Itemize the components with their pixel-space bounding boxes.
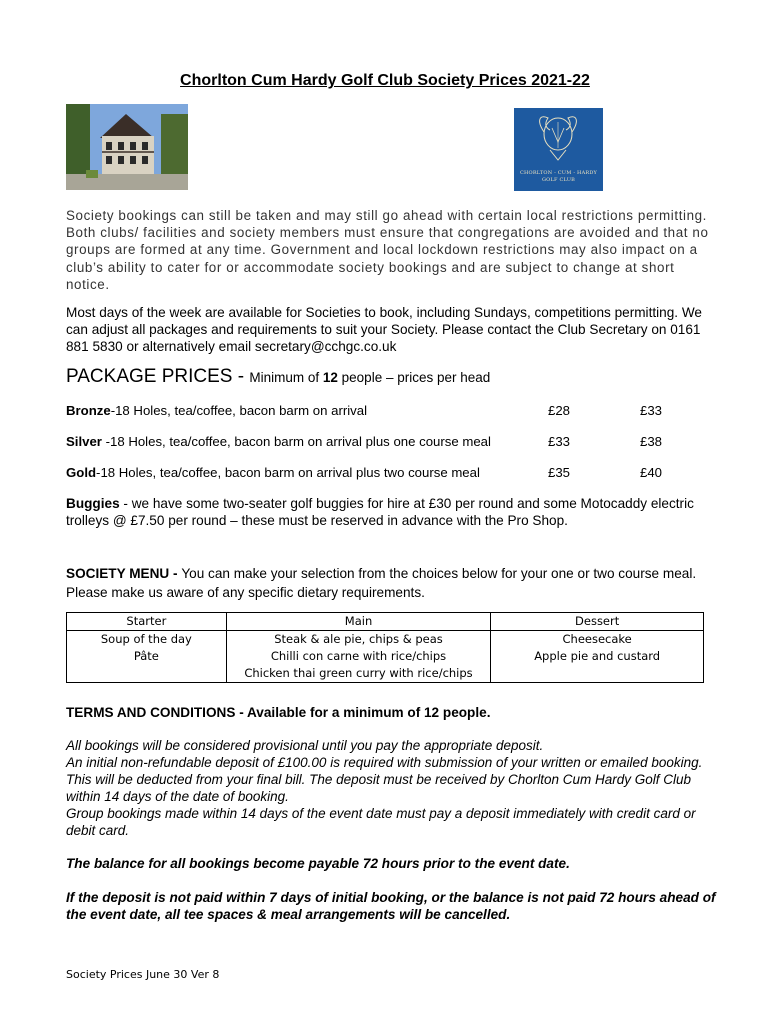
menu-cell (67, 665, 227, 683)
package-desc: -18 Holes, tea/coffee, bacon barm on arrival plus two course meal (96, 465, 480, 480)
society-menu-table (66, 612, 704, 683)
buggies-text: - we have some two-seater golf buggies for hire at £30 per round and some Motocaddy electric trolleys @ £7.50 per round – these must be reserved in advance with the Pro Shop. (66, 496, 694, 528)
menu-cell: Chicken thai green curry with rice/chips (226, 665, 491, 683)
package-desc: -18 Holes, tea/coffee, bacon barm on arrival plus one course meal (101, 434, 491, 449)
menu-cell: Steak & ale pie, chips & peas (226, 631, 491, 649)
package-row-silver (66, 434, 706, 449)
cancellation-notice: If the deposit is not paid within 7 days of initial booking, or the balance is not paid 72 hours ahead of the event date, all tee spaces & meal arrangements will be cancelled. (66, 890, 716, 922)
balance-notice: The balance for all bookings become payable 72 hours prior to the event date. (66, 856, 570, 871)
package-name: Bronze (66, 403, 111, 418)
logo-text-subtitle: GOLF CLUB (541, 177, 576, 183)
clubhouse-photo-drawing (66, 104, 188, 190)
menu-header-dessert: Dessert (491, 613, 704, 631)
terms-heading: TERMS AND CONDITIONS - Available for a minimum of 12 people. (66, 705, 491, 720)
society-menu-text: You can make your selection from the choices below for your one or two course meal. Please make us aware of any specific dietary requirements. (66, 566, 697, 600)
package-prices-sub-before: Minimum of (249, 370, 323, 385)
page-footer: Society Prices June 30 Ver 8 (66, 968, 220, 981)
menu-cell: Chilli con carne with rice/chips (226, 648, 491, 665)
terms-line: All bookings will be considered provisional until you pay the appropriate deposit. (66, 738, 544, 753)
buggies-paragraph (66, 496, 716, 530)
logo-text-name: CHORLTON - CUM - HARDY (519, 170, 598, 176)
menu-cell: Soup of the day (67, 631, 227, 649)
package-name: Silver (66, 434, 102, 449)
menu-row (67, 631, 704, 649)
menu-cell: Cheesecake (491, 631, 704, 649)
terms-body (66, 738, 726, 839)
menu-cell: Pâte (67, 648, 227, 665)
package-price-1: £35 (548, 465, 571, 480)
menu-header-row (67, 613, 704, 631)
terms-line: An initial non-refundable deposit of £100.00 is required with submission of your written or emailed booking. This will be deducted from your final bill. The deposit must be received by Chorlton Cum Hardy Golf Club within 14 days of the date of booking. (66, 754, 703, 804)
menu-row (67, 665, 704, 683)
club-crest-icon (514, 108, 603, 168)
package-min-people: 12 (322, 370, 338, 385)
package-price-1: £28 (548, 403, 571, 418)
package-price-2: £38 (640, 434, 663, 449)
package-row-bronze (66, 403, 706, 418)
menu-header-main: Main (226, 613, 491, 631)
restrictions-paragraph: Society bookings can still be taken and may still go ahead with certain local restrictions permitting. Both clubs/ facilities and society members must ensure that congregations are avoided and that no groups are formed at any time. Government and local lockdown restrictions may also impact on a club’s ability to cater for or accommodate society bookings and are subject to change at short notice. (66, 208, 709, 292)
package-price-1: £33 (548, 434, 571, 449)
buggies-label: Buggies (66, 496, 120, 511)
package-name: Gold (66, 465, 97, 480)
clubhouse-photo (66, 104, 188, 190)
package-prices-heading (66, 366, 746, 388)
page-title: Chorlton Cum Hardy Golf Club Society Prices 2021-22 (180, 72, 590, 89)
package-prices-sub-after: people – prices per head (337, 370, 491, 385)
menu-cell (491, 665, 704, 683)
package-price-2: £40 (640, 465, 663, 480)
availability-paragraph: Most days of the week are available for Societies to book, including Sundays, competitions permitting. We can adjust all packages and requirements to suit your Society. Please contact the Club Secretary on 0161 881 5830 or alternatively email secretary@cchgc.co.uk (66, 305, 702, 355)
package-prices-title: PACKAGE PRICES - (66, 366, 250, 387)
club-logo (514, 108, 603, 191)
society-menu-label: SOCIETY MENU - (66, 566, 182, 581)
menu-cell: Apple pie and custard (491, 648, 704, 665)
package-row-gold (66, 465, 706, 480)
package-price-2: £33 (640, 403, 663, 418)
menu-row (67, 648, 704, 665)
society-menu-paragraph (66, 564, 716, 602)
terms-line: Group bookings made within 14 days of the event date must pay a deposit immediately with credit card or debit card. (66, 805, 696, 838)
package-desc: -18 Holes, tea/coffee, bacon barm on arrival (110, 403, 368, 418)
menu-header-starter: Starter (67, 613, 227, 631)
